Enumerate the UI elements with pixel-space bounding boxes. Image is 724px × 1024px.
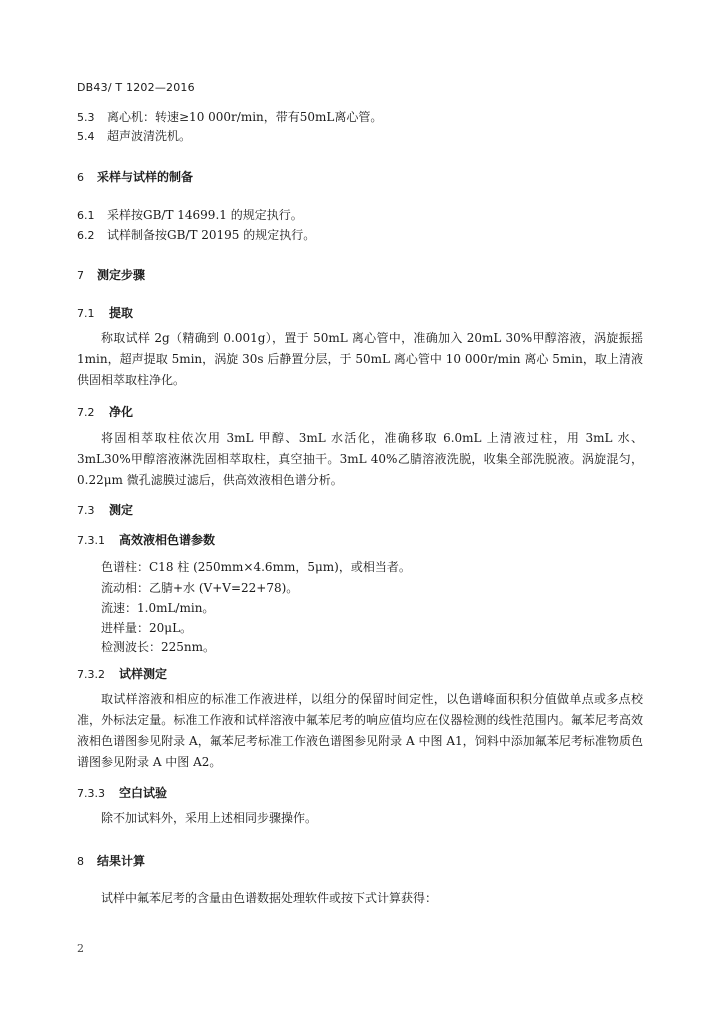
section-number: 6 <box>77 171 84 184</box>
subsection-number: 7.1 <box>77 307 95 320</box>
section-title: 采样与试样的制备 <box>97 170 194 184</box>
subsection-title: 净化 <box>109 405 134 419</box>
parameter-line: 检测波长：225nm。 <box>101 640 216 654</box>
subsubsection-title: 试样测定 <box>119 667 168 681</box>
list-item <box>77 127 191 144</box>
subsection-heading <box>77 304 133 321</box>
subsection-number: 7.3 <box>77 504 95 517</box>
paragraph: 将固相萃取柱依次用 3mL 甲醇、3mL 水活化，准确移取 6.0mL 上清液过柱，用 3mL 水、3mL30%甲醇溶液淋洗固相萃取柱，真空抽干。3mL 40%乙腈溶液洗脱，收集全部洗脱液。涡旋混匀， 0.22μm 微孔滤膜过滤后，供高效液相色谱分析。 <box>77 431 643 487</box>
subsubsection-heading <box>77 531 215 548</box>
subsubsection-number: 7.3.1 <box>77 534 105 547</box>
subsubsection-title: 高效液相色谱参数 <box>119 533 216 547</box>
subsection-title: 提取 <box>109 306 134 320</box>
section-heading <box>77 852 145 869</box>
item-number: 6.2 <box>77 229 95 242</box>
item-text: 超声波清洗机。 <box>107 129 192 143</box>
subsubsection-number: 7.3.2 <box>77 668 105 681</box>
subsubsection-heading <box>77 784 167 801</box>
paragraph: 试样中氟苯尼考的含量由色谱数据处理软件或按下式计算获得： <box>101 891 438 905</box>
parameter-line: 色谱柱：C18 柱 (250mm×4.6mm，5μm)，或相当者。 <box>101 560 411 574</box>
list-item <box>77 108 382 125</box>
item-number: 5.3 <box>77 111 95 124</box>
paragraph: 除不加试料外，采用上述相同步骤操作。 <box>101 811 318 825</box>
subsubsection-number: 7.3.3 <box>77 787 105 800</box>
page-number: 2 <box>77 942 84 955</box>
subsubsection-title: 空白试验 <box>119 786 168 800</box>
section-heading <box>77 266 145 283</box>
subsection-number: 7.2 <box>77 406 95 419</box>
item-number: 6.1 <box>77 209 95 222</box>
parameter-line: 进样量：20μL。 <box>101 621 193 635</box>
section-heading <box>77 168 193 185</box>
document-header-code: DB43/ T 1202—2016 <box>77 81 195 94</box>
subsubsection-heading <box>77 665 167 682</box>
subsection-heading <box>77 403 133 420</box>
list-item <box>77 226 315 243</box>
subsection-title: 测定 <box>109 503 134 517</box>
item-text: 离心机：转速≥10 000r/min，带有50mL离心管。 <box>107 110 383 124</box>
parameter-line: 流速：1.0mL/min。 <box>101 601 215 615</box>
item-number: 5.4 <box>77 130 95 143</box>
subsection-heading <box>77 501 133 518</box>
item-text: 采样按GB/T 14699.1 的规定执行。 <box>107 208 303 222</box>
list-item <box>77 206 303 223</box>
paragraph: 称取试样 2g（精确到 0.001g），置于 50mL 离心管中，准确加入 20mL 30%甲醇溶液，涡旋振摇 1min，超声提取 5min，涡旋 30s 后静置分层，于 50mL 离心管中 10 000r/min 离心 5min，取上清液供固相萃取柱净化。 <box>77 331 643 387</box>
section-title: 结果计算 <box>97 854 146 868</box>
section-title: 测定步骤 <box>97 268 146 282</box>
item-text: 试样制备按GB/T 20195 的规定执行。 <box>107 228 316 242</box>
paragraph: 取试样溶液和相应的标准工作液进样，以组分的保留时间定性，以色谱峰面积积分值做单点或多点校准，外标法定量。标准工作液和试样溶液中氟苯尼考的响应值均应在仪器检测的线性范围内。氟苯尼考高效液相色谱图参见附录 A，氟苯尼考标准工作液色谱图参见附录 A 中图 A1，饲料中添加氟苯尼考标准物质色谱图参见附录 A 中图 A2。 <box>77 692 643 769</box>
section-number: 8 <box>77 855 84 868</box>
parameter-line: 流动相：乙腈+水 (V+V=22+78)。 <box>101 581 299 595</box>
section-number: 7 <box>77 269 84 282</box>
